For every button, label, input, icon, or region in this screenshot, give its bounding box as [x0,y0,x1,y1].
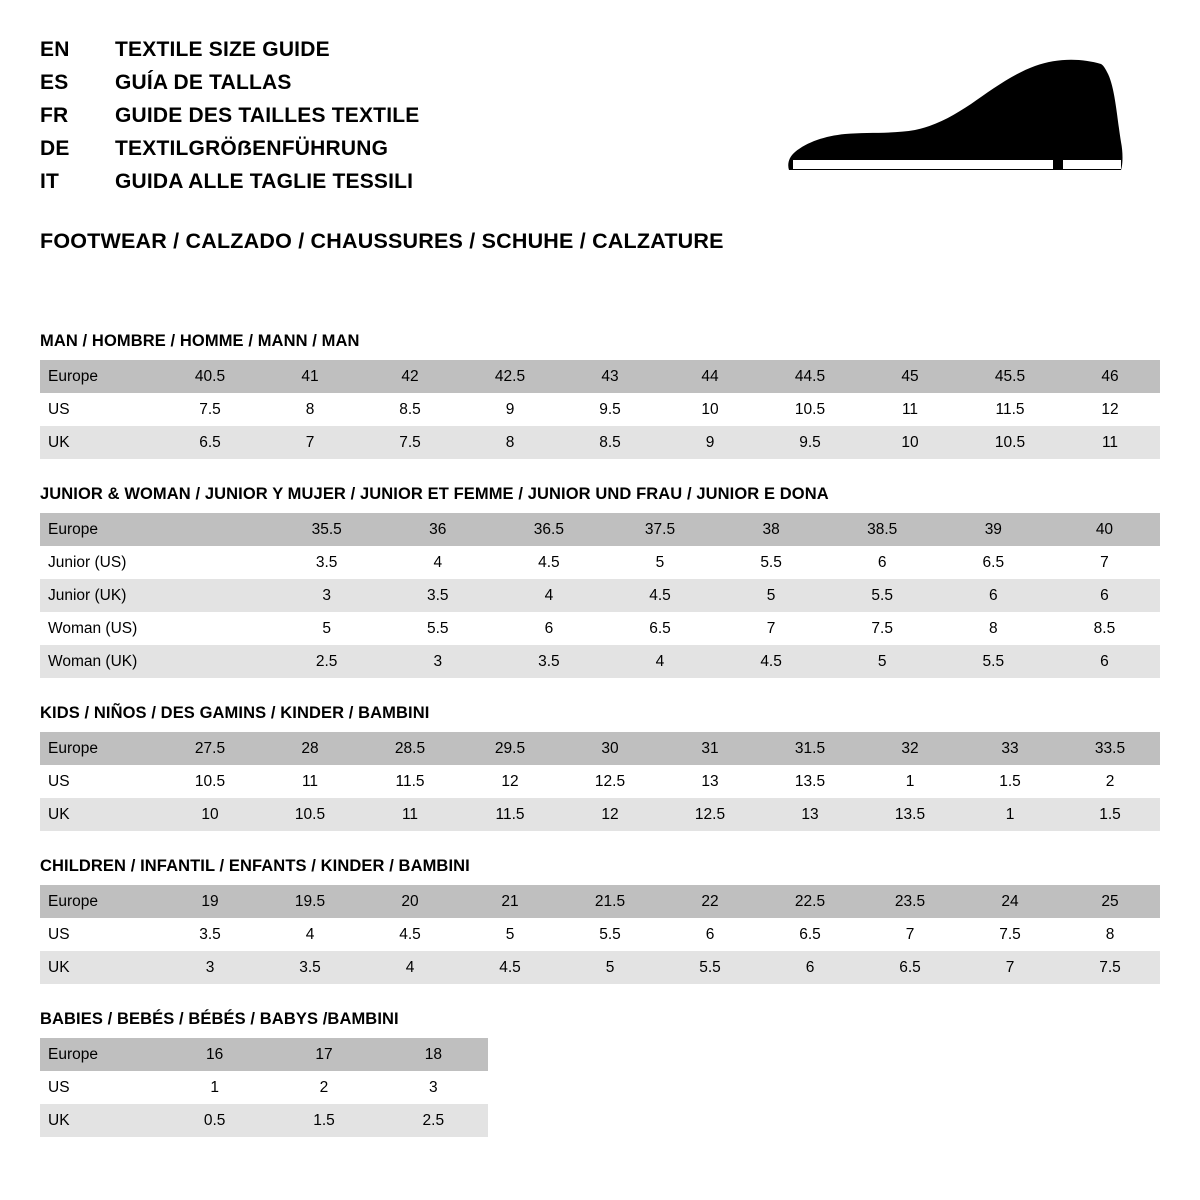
cell: 13.5 [860,798,960,831]
cell: 10 [160,798,260,831]
cell: 0.5 [160,1104,269,1137]
table-row [40,612,1160,645]
cell: 12 [1060,393,1160,426]
cell: 12 [560,798,660,831]
table-row [40,579,1160,612]
cell: 4 [360,951,460,984]
cell: 21.5 [560,885,660,918]
cell: 24 [960,885,1060,918]
cell: 5 [716,579,827,612]
section-title: MAN / HOMBRE / HOMME / MANN / MAN [40,332,360,350]
cell: 31.5 [760,732,860,765]
table-row [40,885,1160,918]
cell: 7.5 [360,426,460,459]
row-label: Woman (US) [40,612,160,645]
cell: 17 [269,1038,378,1071]
cell: 9 [660,426,760,459]
language-title: TEXTILGRÖẞENFÜHRUNG [115,137,389,160]
cell: 5 [271,612,382,645]
cell: 1 [960,798,1060,831]
cell: 40.5 [160,360,260,393]
cell: 38.5 [827,513,938,546]
language-code: ES [40,71,69,94]
cell: 30 [560,732,660,765]
cell: 5 [560,951,660,984]
cell: 25 [1060,885,1160,918]
cell: 44 [660,360,760,393]
cell: 21 [460,885,560,918]
table-row [40,513,1160,546]
row-label: US [40,918,160,951]
cell: 8 [460,426,560,459]
row-label: Woman (UK) [40,645,160,678]
cell: 5 [827,645,938,678]
cell: 12 [460,765,560,798]
size-table-junior-woman [40,513,1160,678]
cell: 7.5 [1060,951,1160,984]
table-row [40,393,1160,426]
language-row-de [40,137,419,170]
row-label: Europe [40,360,160,393]
cell: 27.5 [160,732,260,765]
cell: 3.5 [382,579,493,612]
cell [160,612,271,645]
section-title: JUNIOR & WOMAN / JUNIOR Y MUJER / JUNIOR ET FEMME / JUNIOR UND FRAU / JUNIOR E DONA [40,485,829,503]
cell: 4 [604,645,715,678]
cell: 7.5 [160,393,260,426]
cell: 13 [760,798,860,831]
row-label: Europe [40,885,160,918]
cell: 41 [260,360,360,393]
cell: 9 [460,393,560,426]
cell: 8 [938,612,1049,645]
language-code: FR [40,104,69,127]
cell: 4.5 [360,918,460,951]
language-title: GUIDA ALLE TAGLIE TESSILI [115,170,414,193]
cell: 10 [860,426,960,459]
cell: 7 [260,426,360,459]
cell: 8 [1060,918,1160,951]
cell: 10.5 [760,393,860,426]
cell: 4.5 [716,645,827,678]
table-row [40,765,1160,798]
cell: 22.5 [760,885,860,918]
cell: 6.5 [160,426,260,459]
cell: 19 [160,885,260,918]
cell: 7 [716,612,827,645]
table-row [40,645,1160,678]
cell: 18 [379,1038,488,1071]
cell [160,546,271,579]
cell: 13 [660,765,760,798]
size-table-babies [40,1038,488,1137]
dress-shoe-icon [770,56,1140,196]
cell: 6.5 [604,612,715,645]
row-label: Europe [40,732,160,765]
cell: 22 [660,885,760,918]
cell: 10.5 [160,765,260,798]
cell: 19.5 [260,885,360,918]
section-title: CHILDREN / INFANTIL / ENFANTS / KINDER / BAMBINI [40,857,470,875]
cell: 45 [860,360,960,393]
cell: 35.5 [271,513,382,546]
cell: 4 [260,918,360,951]
cell: 38 [716,513,827,546]
cell: 12.5 [660,798,760,831]
row-label: US [40,765,160,798]
cell: 6 [827,546,938,579]
cell: 5.5 [660,951,760,984]
cell: 7 [960,951,1060,984]
cell: 10.5 [960,426,1060,459]
row-label: US [40,393,160,426]
cell: 6 [1049,579,1160,612]
cell: 40 [1049,513,1160,546]
section-kids [40,704,1160,831]
language-row-en [40,38,419,71]
cell: 32 [860,732,960,765]
cell: 4.5 [460,951,560,984]
cell: 5.5 [938,645,1049,678]
cell: 1 [160,1071,269,1104]
cell: 11 [860,393,960,426]
table-row [40,546,1160,579]
cell: 4.5 [604,579,715,612]
cell: 11.5 [360,765,460,798]
language-code: DE [40,137,70,160]
cell: 1.5 [1060,798,1160,831]
cell: 11.5 [960,393,1060,426]
cell: 23.5 [860,885,960,918]
cell: 2.5 [271,645,382,678]
language-row-es [40,71,419,104]
page-header [40,38,1160,203]
row-label: Europe [40,1038,160,1071]
cell: 5.5 [827,579,938,612]
language-title: GUÍA DE TALLAS [115,71,292,94]
cell: 16 [160,1038,269,1071]
size-table-man [40,360,1160,459]
cell: 5 [604,546,715,579]
cell: 5.5 [716,546,827,579]
language-code: EN [40,38,70,61]
table-row [40,1071,488,1104]
cell: 6 [493,612,604,645]
cell: 7 [1049,546,1160,579]
cell: 3.5 [260,951,360,984]
cell [160,645,271,678]
cell: 45.5 [960,360,1060,393]
cell: 36 [382,513,493,546]
cell: 6.5 [938,546,1049,579]
cell: 6.5 [860,951,960,984]
category-title: FOOTWEAR / CALZADO / CHAUSSURES / SCHUHE / CALZATURE [40,229,724,253]
language-row-fr [40,104,419,137]
cell: 6 [660,918,760,951]
cell: 28 [260,732,360,765]
cell: 20 [360,885,460,918]
section-title: BABIES / BEBÉS / BÉBÉS / BABYS /BAMBINI [40,1010,399,1028]
table-row [40,918,1160,951]
cell: 13.5 [760,765,860,798]
cell: 6 [1049,645,1160,678]
table-row [40,1104,488,1137]
cell: 3 [160,951,260,984]
section-children [40,857,1160,984]
cell: 12.5 [560,765,660,798]
cell: 4 [493,579,604,612]
cell: 10 [660,393,760,426]
cell: 4.5 [493,546,604,579]
cell: 37.5 [604,513,715,546]
table-row [40,951,1160,984]
cell: 1.5 [960,765,1060,798]
row-label: UK [40,951,160,984]
cell: 29.5 [460,732,560,765]
table-row [40,360,1160,393]
cell: 3.5 [271,546,382,579]
cell: 1 [860,765,960,798]
cell: 46 [1060,360,1160,393]
cell: 44.5 [760,360,860,393]
cell: 2 [269,1071,378,1104]
cell: 7 [860,918,960,951]
row-label: Junior (UK) [40,579,160,612]
cell [160,579,271,612]
row-label: UK [40,426,160,459]
cell: 7.5 [827,612,938,645]
section-man [40,332,1160,459]
section-junior-woman [40,485,1160,678]
cell: 36.5 [493,513,604,546]
row-label: Europe [40,513,160,546]
language-title-list [40,38,419,203]
cell: 10.5 [260,798,360,831]
cell: 4 [382,546,493,579]
cell: 8.5 [560,426,660,459]
language-code: IT [40,170,60,193]
cell: 28.5 [360,732,460,765]
table-row [40,732,1160,765]
cell: 39 [938,513,1049,546]
cell: 6 [760,951,860,984]
cell: 8 [260,393,360,426]
cell: 43 [560,360,660,393]
section-title: KIDS / NIÑOS / DES GAMINS / KINDER / BAMBINI [40,704,430,722]
row-label: UK [40,798,160,831]
table-row [40,426,1160,459]
cell: 5.5 [382,612,493,645]
cell: 5 [460,918,560,951]
cell: 1.5 [269,1104,378,1137]
cell: 42.5 [460,360,560,393]
cell: 11.5 [460,798,560,831]
language-title: TEXTILE SIZE GUIDE [115,38,330,61]
row-label: Junior (US) [40,546,160,579]
language-title: GUIDE DES TAILLES TEXTILE [115,104,420,127]
row-label: UK [40,1104,160,1137]
section-babies [40,1010,1160,1137]
cell: 33 [960,732,1060,765]
cell: 9.5 [760,426,860,459]
cell: 8.5 [360,393,460,426]
cell: 3.5 [160,918,260,951]
cell [160,513,271,546]
cell: 8.5 [1049,612,1160,645]
cell: 3 [271,579,382,612]
cell: 3 [379,1071,488,1104]
cell: 9.5 [560,393,660,426]
cell: 6 [938,579,1049,612]
cell: 11 [1060,426,1160,459]
cell: 2 [1060,765,1160,798]
size-table-children [40,885,1160,984]
cell: 11 [260,765,360,798]
cell: 3 [382,645,493,678]
cell: 33.5 [1060,732,1160,765]
cell: 2.5 [379,1104,488,1137]
cell: 6.5 [760,918,860,951]
language-row-it [40,170,419,203]
cell: 11 [360,798,460,831]
cell: 42 [360,360,460,393]
table-row [40,798,1160,831]
size-table-kids [40,732,1160,831]
cell: 31 [660,732,760,765]
row-label: US [40,1071,160,1104]
cell: 5.5 [560,918,660,951]
cell: 3.5 [493,645,604,678]
cell: 7.5 [960,918,1060,951]
table-row [40,1038,488,1071]
